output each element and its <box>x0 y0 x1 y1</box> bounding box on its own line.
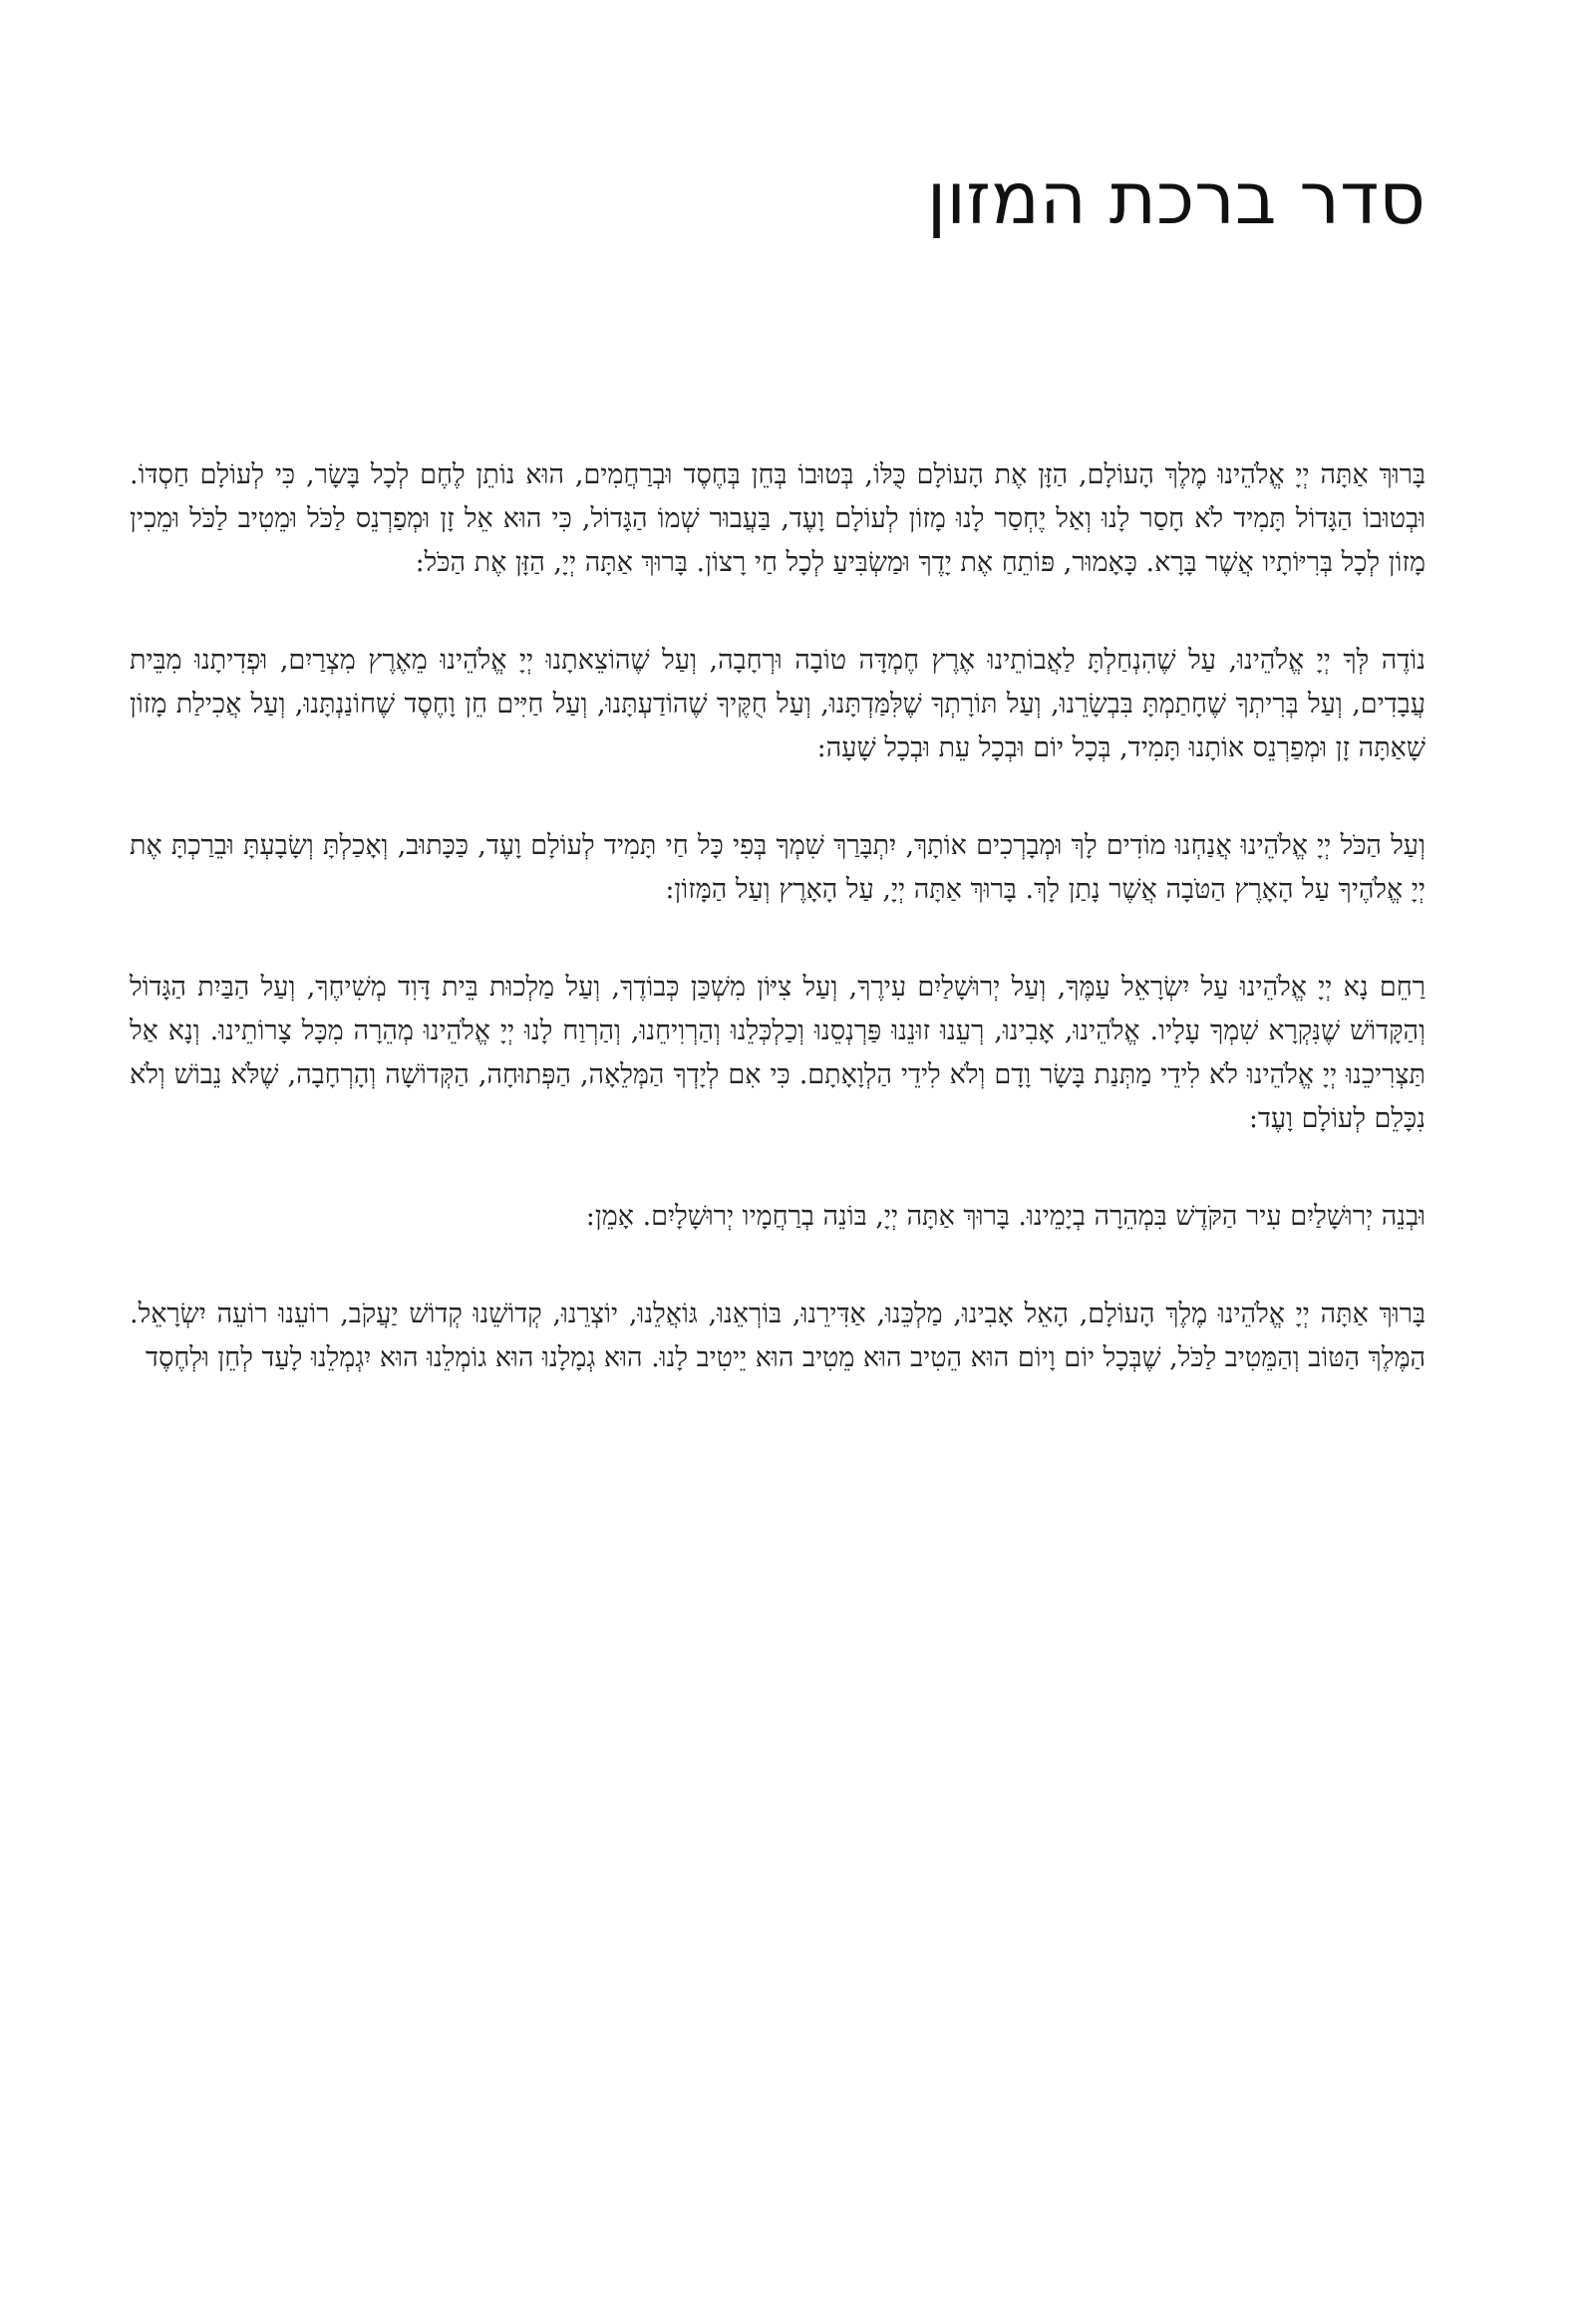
body-text <box>130 453 1425 1434</box>
paragraph: בָּרוּךְ אַתָּה יְיָ אֱלֹהֵינוּ מֶלֶךְ הָעוֹלָם, הָאֵל אָבִינוּ, מַלְכֵּנוּ, אַדִּירֵנוּ, בּוֹרְאֵנוּ, גּוֹאֲלֵנוּ, יוֹצְרֵנוּ, קְדוֹשֵׁנוּ קְדוֹשׁ יַעֲקֹב, רוֹעֵנוּ רוֹעֵה יִשְׂרָאֵל. הַמֶּלֶךְ הַטּוֹב וְהַמֵּטִיב לַכֹּל, שֶׁבְּכָל יוֹם וָיוֹם הוּא הֵטִיב הוּא מֵטִיב הוּא יֵיטִיב לָנוּ. הוּא גְמָלָנוּ הוּא גוֹמְלֵנוּ הוּא יִגְמְלֵנוּ לָעַד לְחֵן וּלְחֶסֶד <box>130 1299 1425 1373</box>
paragraph: נוֹדֶה לְּךָ יְיָ אֱלֹהֵינוּ, עַל שֶׁהִנְחַלְתָּ לַאֲבוֹתֵינוּ אֶרֶץ חֶמְדָּה טוֹבָה וּרְחָבָה, וְעַל שֶׁהוֹצֵאתָנוּ יְיָ אֱלֹהֵינוּ מֵאֶרֶץ מִצְרַיִם, וּפְדִיתָנוּ מִבֵּית עֲבָדִים, וְעַל בְּרִיתְךָ שֶׁחָתַמְתָּ בִּבְשָׂרֵנוּ, וְעַל תּוֹרָתְךָ שֶׁלִּמַּדְתָּנוּ, וְעַל חֻקֶּיךָ שֶׁהוֹדַעְתָּנוּ, וְעַל חַיִּים חֵן וָחֶסֶד שֶׁחוֹנַנְתָּנוּ, וְעַל אֲכִילַת מָזוֹן שָׁאַתָּה זָן וּמְפַרְנֵס אוֹתָנוּ תָּמִיד, בְּכָל יוֹם וּבְכָל עֵת וּבְכָל שָׁעָה: <box>130 645 1425 763</box>
page-title: סדר ברכת המזון <box>926 156 1425 240</box>
paragraph: בָּרוּךְ אַתָּה יְיָ אֱלֹהֵינוּ מֶלֶךְ הָעוֹלָם, הַזָּן אֶת הָעוֹלָם כֻּלּוֹ, בְּטוּבוֹ בְּחֵן בְּחֶסֶד וּבְרַחֲמִים, הוּא נוֹתֵן לֶחֶם לְכָל בָּשָׂר, כִּי לְעוֹלָם חַסְדּוֹ. וּבְטוּבוֹ הַגָּדוֹל תָּמִיד לֹא חָסַר לָנוּ וְאַל יֶחְסַר לָנוּ מָזוֹן לְעוֹלָם וָעֶד, בַּעֲבוּר שְׁמוֹ הַגָּדוֹל, כִּי הוּא אֵל זָן וּמְפַרְנֵס לַכֹּל וּמֵטִיב לַכֹּל וּמֵכִין מָזוֹן לְכָל בְּרִיּוֹתָיו אֲשֶׁר בָּרָא. כָּאָמוּר, פּוֹתֵחַ אֶת יָדֶךָ וּמַשְׂבִּיעַ לְכָל חַי רָצוֹן. בָּרוּךְ אַתָּה יְיָ, הַזָּן אֶת הַכֹּל: <box>130 459 1425 578</box>
document-page <box>130 0 1425 2324</box>
paragraph: וְעַל הַכֹּל יְיָ אֱלֹהֵינוּ אֲנַחְנוּ מוֹדִים לָךְ וּמְבָרְכִים אוֹתָךְ, יִתְבָּרַךְ שִׁמְךָ בְּפִי כָּל חַי תָּמִיד לְעוֹלָם וָעֶד, כַּכָּתוּב, וְאָכַלְתָּ וְשָׂבָעְתָּ וּבֵרַכְתָּ אֶת יְיָ אֱלֹהֶיךָ עַל הָאָרֶץ הַטֹּבָה אֲשֶׁר נָתַן לָךְ. בָּרוּךְ אַתָּה יְיָ, עַל הָאָרֶץ וְעַל הַמָּזוֹן: <box>130 830 1425 905</box>
paragraph: רַחֵם נָא יְיָ אֱלֹהֵינוּ עַל יִשְׂרָאֵל עַמֶּךָ, וְעַל יְרוּשָׁלַיִם עִירֶךָ, וְעַל צִיּוֹן מִשְׁכַּן כְּבוֹדֶךָ, וְעַל מַלְכוּת בֵּית דָּוִד מְשִׁיחֶךָ, וְעַל הַבַּיִת הַגָּדוֹל וְהַקָּדוֹשׁ שֶׁנִּקְרָא שִׁמְךָ עָלָיו. אֱלֹהֵינוּ, אָבִינוּ, רְעֵנוּ זוּנֵנוּ פַּרְנְסֵנוּ וְכַלְכְּלֵנוּ וְהַרְוִיחֵנוּ, וְהַרְוַח לָנוּ יְיָ אֱלֹהֵינוּ מְהֵרָה מִכָּל צָרוֹתֵינוּ. וְנָא אַל תַּצְרִיכֵנוּ יְיָ אֱלֹהֵינוּ לֹא לִידֵי מַתְּנַת בָּשָׂר וָדָם וְלֹא לִידֵי הַלְוָאָתָם. כִּי אִם לְיָדְךָ הַמְּלֵאָה, הַפְּתוּחָה, הַקְּדוֹשָׁה וְהָרְחָבָה, שֶׁלֹּא נֵבוֹשׁ וְלֹא נִכָּלֵם לְעוֹלָם וָעֶד: <box>130 972 1425 1134</box>
paragraph: וּבְנֵה יְרוּשָׁלַיִם עִיר הַקֹּדֶשׁ בִּמְהֵרָה בְיָמֵינוּ. בָּרוּךְ אַתָּה יְיָ, בּוֹנֵה בְרַחֲמָיו יְרוּשָׁלָיִם. אָמֵן: <box>585 1201 1425 1232</box>
